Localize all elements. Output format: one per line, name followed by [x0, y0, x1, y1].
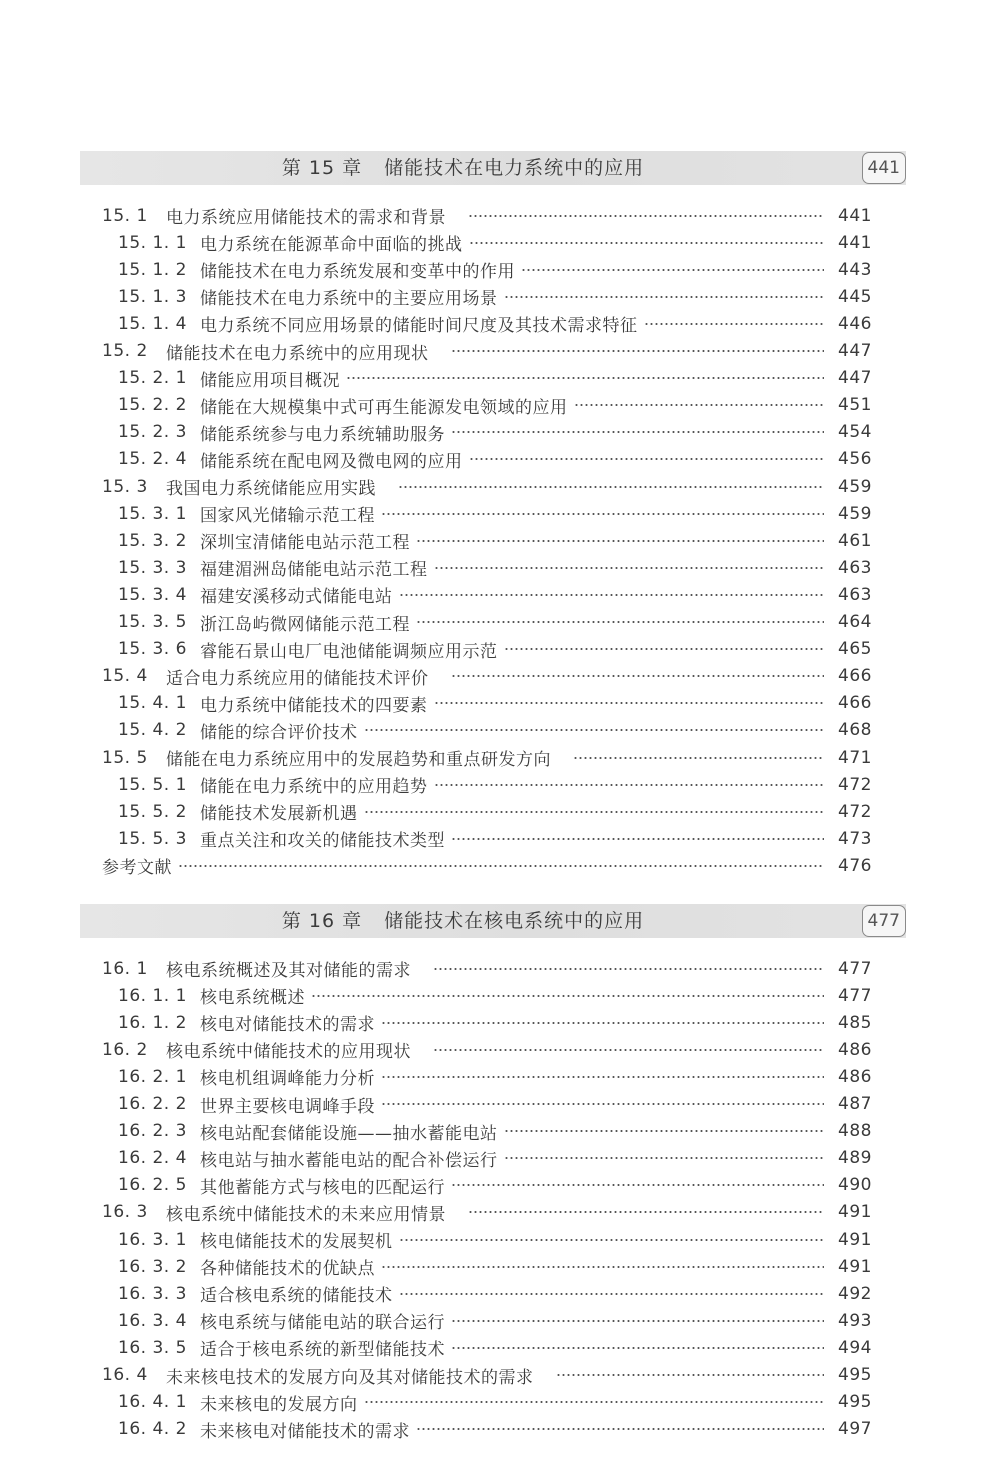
entry-page-number: 477 [838, 958, 872, 979]
dot-leader [381, 1266, 824, 1268]
entry-page-number: 491 [838, 1229, 872, 1250]
entry-title: 储能在电力系统应用中的发展趋势和重点研发方向 [166, 750, 551, 770]
dot-leader [556, 1374, 825, 1376]
entry-title: 重点关注和攻关的储能技术类型 [200, 831, 445, 852]
entry-page-number: 471 [838, 747, 872, 768]
entry-number: 16. 3. 3 [118, 1283, 187, 1304]
entry-number: 16. 4 [102, 1365, 148, 1385]
toc-subsection-entry[interactable] [0, 365, 986, 392]
entry-number: 16. 2. 4 [118, 1148, 187, 1169]
entry-page-number: 473 [838, 828, 872, 849]
entry-page-number: 472 [838, 801, 872, 822]
entry-page-number: 465 [838, 639, 872, 660]
toc-subsection-entry[interactable] [0, 256, 986, 283]
toc-subsection-entry[interactable] [0, 419, 986, 446]
entry-number: 15. 2. 1 [118, 368, 187, 389]
dot-leader [433, 1049, 824, 1051]
chapter-title [80, 904, 846, 938]
chapter-label: 第 16 章 [281, 910, 363, 932]
toc-subsection-entry[interactable] [0, 283, 986, 310]
chapter-header [80, 151, 906, 185]
entry-title: 核电机组调峰能力分析 [200, 1069, 375, 1090]
toc-section-entry[interactable] [0, 338, 986, 365]
entry-title: 核电储能技术的发展契机 [200, 1232, 393, 1252]
dot-leader [469, 458, 825, 460]
entry-number: 15. 5 [102, 747, 148, 768]
entry-title: 储能的综合评价技术 [200, 722, 358, 743]
entry-page-number: 464 [838, 612, 872, 632]
entry-number: 16. 4. 1 [118, 1392, 187, 1413]
entry-title: 储能在大规模集中式可再生能源发电领域的应用 [200, 397, 568, 418]
entry-number: 15. 5. 2 [118, 801, 187, 822]
dot-leader [381, 1103, 824, 1105]
entry-title: 电力系统中储能技术的四要素 [200, 695, 428, 716]
toc-section-entry[interactable] [0, 1362, 986, 1389]
dot-leader [381, 513, 824, 515]
entry-page-number: 441 [838, 232, 872, 253]
entry-title: 深圳宝清储能电站示范工程 [200, 533, 410, 554]
entry-page-number: 463 [838, 584, 872, 605]
toc-subsection-entry[interactable] [0, 1253, 986, 1280]
dot-leader [346, 377, 824, 379]
entry-page-number: 491 [838, 1202, 872, 1223]
entry-number: 15. 2. 4 [118, 449, 187, 470]
entry-page-number: 459 [838, 476, 872, 497]
dot-leader [311, 995, 824, 997]
entry-number: 16. 3 [102, 1202, 148, 1223]
entry-number: 16. 4. 2 [118, 1419, 187, 1440]
entry-title: 未来核电对储能技术的需求 [200, 1421, 410, 1442]
toc-subsection-entry[interactable] [0, 1009, 986, 1036]
dot-leader [451, 350, 825, 352]
entry-page-number: 472 [838, 774, 872, 795]
entry-number: 16. 2. 2 [118, 1094, 187, 1114]
toc-subsection-entry[interactable] [0, 771, 986, 798]
dot-leader [504, 296, 825, 298]
entry-number: 16. 3. 5 [118, 1337, 187, 1358]
entry-title: 适合于核电系统的新型储能技术 [200, 1340, 445, 1361]
chapter-name: 储能技术在核电系统中的应用 [384, 910, 645, 932]
entry-number: 15. 3. 2 [118, 530, 187, 551]
entry-page-number: 491 [838, 1256, 872, 1277]
entry-page-number: 461 [838, 530, 872, 551]
entry-title: 国家风光储输示范工程 [200, 506, 375, 527]
entry-page-number: 485 [838, 1012, 872, 1033]
entry-title: 储能在电力系统中的应用趋势 [200, 777, 428, 798]
entry-title: 参考文献 [102, 858, 172, 879]
entry-title: 储能技术在电力系统中的主要应用场景 [200, 289, 498, 310]
dot-leader [521, 269, 824, 271]
entry-number: 16. 3. 1 [118, 1229, 187, 1250]
dot-leader [381, 1022, 824, 1024]
entry-number: 15. 5. 1 [118, 774, 187, 795]
entry-title: 储能技术发展新机遇 [200, 804, 358, 825]
toc-subsection-entry[interactable] [0, 581, 986, 608]
entry-number: 15. 3. 5 [118, 612, 187, 632]
entry-page-number: 459 [838, 503, 872, 524]
toc-subsection-entry[interactable] [0, 446, 986, 473]
toc-subsection-entry[interactable] [0, 1091, 986, 1118]
entry-number: 15. 3. 6 [118, 639, 187, 660]
entry-number: 16. 3. 2 [118, 1256, 187, 1277]
chapter-header [80, 904, 906, 938]
toc-subsection-entry[interactable] [0, 690, 986, 717]
entry-number: 15. 4 [102, 666, 148, 687]
entry-title: 储能系统在配电网及微电网的应用 [200, 451, 463, 472]
dot-leader [398, 486, 824, 488]
dot-leader [504, 1130, 825, 1132]
entry-page-number: 456 [838, 449, 872, 470]
toc-subsection-entry[interactable] [0, 1307, 986, 1334]
entry-number: 16. 1. 1 [118, 985, 187, 1006]
toc-subsection-entry[interactable] [0, 554, 986, 581]
entry-title: 核电系统中储能技术的应用现状 [166, 1042, 411, 1063]
entry-page-number: 447 [838, 341, 872, 361]
toc-subsection-entry[interactable] [0, 1389, 986, 1416]
toc-subsection-entry[interactable] [0, 609, 986, 636]
entry-number: 16. 2. 5 [118, 1175, 187, 1196]
dot-leader [434, 567, 825, 569]
dot-leader [416, 540, 824, 542]
entry-page-number: 494 [838, 1337, 872, 1358]
entry-page-number: 495 [838, 1392, 872, 1413]
entry-number: 15. 3. 1 [118, 503, 187, 524]
entry-page-number: 443 [838, 259, 872, 280]
toc-subsection-entry[interactable] [0, 717, 986, 744]
toc-section-entry[interactable] [0, 473, 986, 500]
dot-leader [451, 431, 824, 433]
entry-number: 15. 1. 1 [118, 232, 187, 253]
toc-subsection-entry[interactable] [0, 636, 986, 663]
entry-page-number: 477 [838, 985, 872, 1006]
entry-number: 16. 2. 1 [118, 1066, 187, 1087]
entry-title: 适合电力系统应用的储能技术评价 [166, 668, 429, 689]
toc-subsection-entry[interactable] [0, 798, 986, 825]
dot-leader [451, 838, 824, 840]
toc-subsection-entry[interactable] [0, 1063, 986, 1090]
entry-title: 各种储能技术的优缺点 [200, 1259, 375, 1280]
entry-title: 电力系统在能源革命中面临的挑战 [200, 235, 463, 256]
entry-page-number: 493 [838, 1310, 872, 1331]
chapter-title [80, 151, 846, 185]
entry-title: 核电系统概述 [200, 988, 305, 1009]
entry-page-number: 441 [838, 205, 872, 226]
chapter-label: 第 15 章 [281, 157, 363, 179]
dot-leader [178, 865, 824, 867]
chapter-name: 储能技术在电力系统中的应用 [384, 157, 645, 179]
entry-page-number: 463 [838, 557, 872, 578]
dot-leader [468, 1211, 824, 1213]
entry-title: 储能系统参与电力系统辅助服务 [200, 424, 445, 445]
entry-page-number: 445 [838, 286, 872, 307]
entry-number: 15. 4. 2 [118, 720, 187, 741]
entry-title: 我国电力系统储能应用实践 [166, 479, 376, 499]
entry-page-number: 466 [838, 666, 872, 687]
entry-number: 16. 3. 4 [118, 1310, 187, 1331]
entry-title: 核电站配套储能设施——抽水蓄能电站 [200, 1123, 498, 1144]
entry-page-number: 451 [838, 395, 872, 416]
entry-page-number: 487 [838, 1094, 872, 1114]
entry-title: 电力系统不同应用场景的储能时间尺度及其技术需求特征 [200, 316, 638, 337]
entry-title: 适合核电系统的储能技术 [200, 1286, 393, 1307]
entry-page-number: 446 [838, 313, 872, 334]
chapter-page-number: 441 [862, 152, 906, 184]
dot-leader [399, 1239, 825, 1241]
entry-title: 储能技术在电力系统发展和变革中的作用 [200, 262, 515, 283]
dot-leader [504, 1157, 825, 1159]
entry-title: 未来核电的发展方向 [200, 1394, 358, 1415]
entry-number: 15. 3 [102, 476, 148, 497]
entry-page-number: 495 [838, 1365, 872, 1385]
toc-section-entry[interactable] [0, 1036, 986, 1063]
toc-section-entry[interactable] [0, 1199, 986, 1226]
entry-page-number: 492 [838, 1283, 872, 1304]
dot-leader [469, 242, 825, 244]
entry-title: 福建安溪移动式储能电站 [200, 587, 393, 608]
dot-leader [451, 1347, 824, 1349]
entry-page-number: 476 [838, 855, 872, 876]
entry-title: 储能技术在电力系统中的应用现状 [166, 343, 429, 364]
dot-leader [574, 404, 825, 406]
dot-leader [644, 323, 825, 325]
entry-number: 15. 1. 3 [118, 286, 187, 307]
entry-title: 世界主要核电调峰手段 [200, 1096, 375, 1117]
entry-number: 15. 3. 4 [118, 584, 187, 605]
dot-leader [399, 1293, 825, 1295]
dot-leader [364, 729, 825, 731]
dot-leader [451, 675, 825, 677]
entry-number: 15. 1. 2 [118, 259, 187, 280]
entry-number: 15. 2 [102, 341, 148, 361]
toc-subsection-entry[interactable] [0, 392, 986, 419]
dot-leader [416, 621, 824, 623]
toc-subsection-entry[interactable] [0, 1172, 986, 1199]
entry-page-number: 486 [838, 1066, 872, 1087]
toc-section-entry[interactable] [0, 663, 986, 690]
entry-title: 电力系统应用储能技术的需求和背景 [166, 208, 446, 228]
dot-leader [381, 1076, 824, 1078]
dot-leader [468, 215, 824, 217]
toc-subsection-entry[interactable] [0, 1280, 986, 1307]
toc-subsection-entry[interactable] [0, 527, 986, 554]
entry-page-number: 489 [838, 1148, 872, 1169]
dot-leader [451, 1184, 824, 1186]
entry-number: 15. 3. 3 [118, 557, 187, 578]
entry-page-number: 490 [838, 1175, 872, 1196]
entry-number: 15. 1 [102, 205, 148, 226]
toc-subsection-entry[interactable] [0, 982, 986, 1009]
entry-page-number: 447 [838, 368, 872, 389]
entry-title: 福建湄洲岛储能电站示范工程 [200, 560, 428, 581]
toc-section-entry[interactable] [0, 202, 986, 229]
toc-subsection-entry[interactable] [0, 825, 986, 852]
entry-number: 15. 2. 2 [118, 395, 187, 416]
entry-title: 睿能石景山电厂电池储能调频应用示范 [200, 641, 498, 662]
toc-subsection-entry[interactable] [0, 1226, 986, 1253]
entry-title: 其他蓄能方式与核电的匹配运行 [200, 1177, 445, 1198]
toc-subsection-entry[interactable] [0, 500, 986, 527]
dot-leader [364, 811, 825, 813]
toc-section-entry[interactable] [0, 744, 986, 771]
entry-title: 核电系统中储能技术的未来应用情景 [166, 1204, 446, 1225]
entry-number: 15. 4. 1 [118, 693, 187, 714]
entry-title: 浙江岛屿微网储能示范工程 [200, 614, 410, 635]
entry-title: 核电系统概述及其对储能的需求 [166, 961, 411, 981]
entry-title: 储能应用项目概况 [200, 370, 340, 391]
dot-leader [434, 784, 825, 786]
toc-subsection-entry[interactable] [0, 1118, 986, 1145]
entry-number: 15. 2. 3 [118, 422, 187, 443]
dot-leader [504, 648, 825, 650]
toc-subsection-entry[interactable] [0, 1334, 986, 1361]
entry-number: 16. 1. 2 [118, 1012, 187, 1033]
toc-references-entry[interactable] [0, 852, 986, 879]
entry-number: 16. 2. 3 [118, 1121, 187, 1142]
toc-subsection-entry[interactable] [0, 310, 986, 337]
entry-page-number: 454 [838, 422, 872, 443]
entry-title: 核电站与抽水蓄能电站的配合补偿运行 [200, 1150, 498, 1171]
entry-page-number: 486 [838, 1039, 872, 1060]
entry-number: 16. 2 [102, 1039, 148, 1060]
entry-number: 15. 1. 4 [118, 313, 187, 334]
chapter-page-number: 477 [862, 905, 906, 937]
dot-leader [434, 702, 825, 704]
entry-title: 核电对储能技术的需求 [200, 1015, 375, 1036]
toc-section-entry[interactable] [0, 955, 986, 982]
entry-number: 16. 1 [102, 958, 148, 979]
dot-leader [433, 968, 824, 970]
dot-leader [573, 757, 824, 759]
toc-subsection-entry[interactable] [0, 1416, 986, 1443]
entry-page-number: 488 [838, 1121, 872, 1142]
toc-subsection-entry[interactable] [0, 229, 986, 256]
dot-leader [451, 1320, 824, 1322]
dot-leader [416, 1428, 824, 1430]
entry-page-number: 466 [838, 693, 872, 714]
entry-number: 15. 5. 3 [118, 828, 187, 849]
toc-subsection-entry[interactable] [0, 1145, 986, 1172]
dot-leader [399, 594, 825, 596]
dot-leader [364, 1401, 825, 1403]
entry-page-number: 468 [838, 720, 872, 741]
entry-page-number: 497 [838, 1419, 872, 1440]
entry-title: 核电系统与储能电站的联合运行 [200, 1313, 445, 1334]
entry-title: 未来核电技术的发展方向及其对储能技术的需求 [166, 1367, 534, 1388]
